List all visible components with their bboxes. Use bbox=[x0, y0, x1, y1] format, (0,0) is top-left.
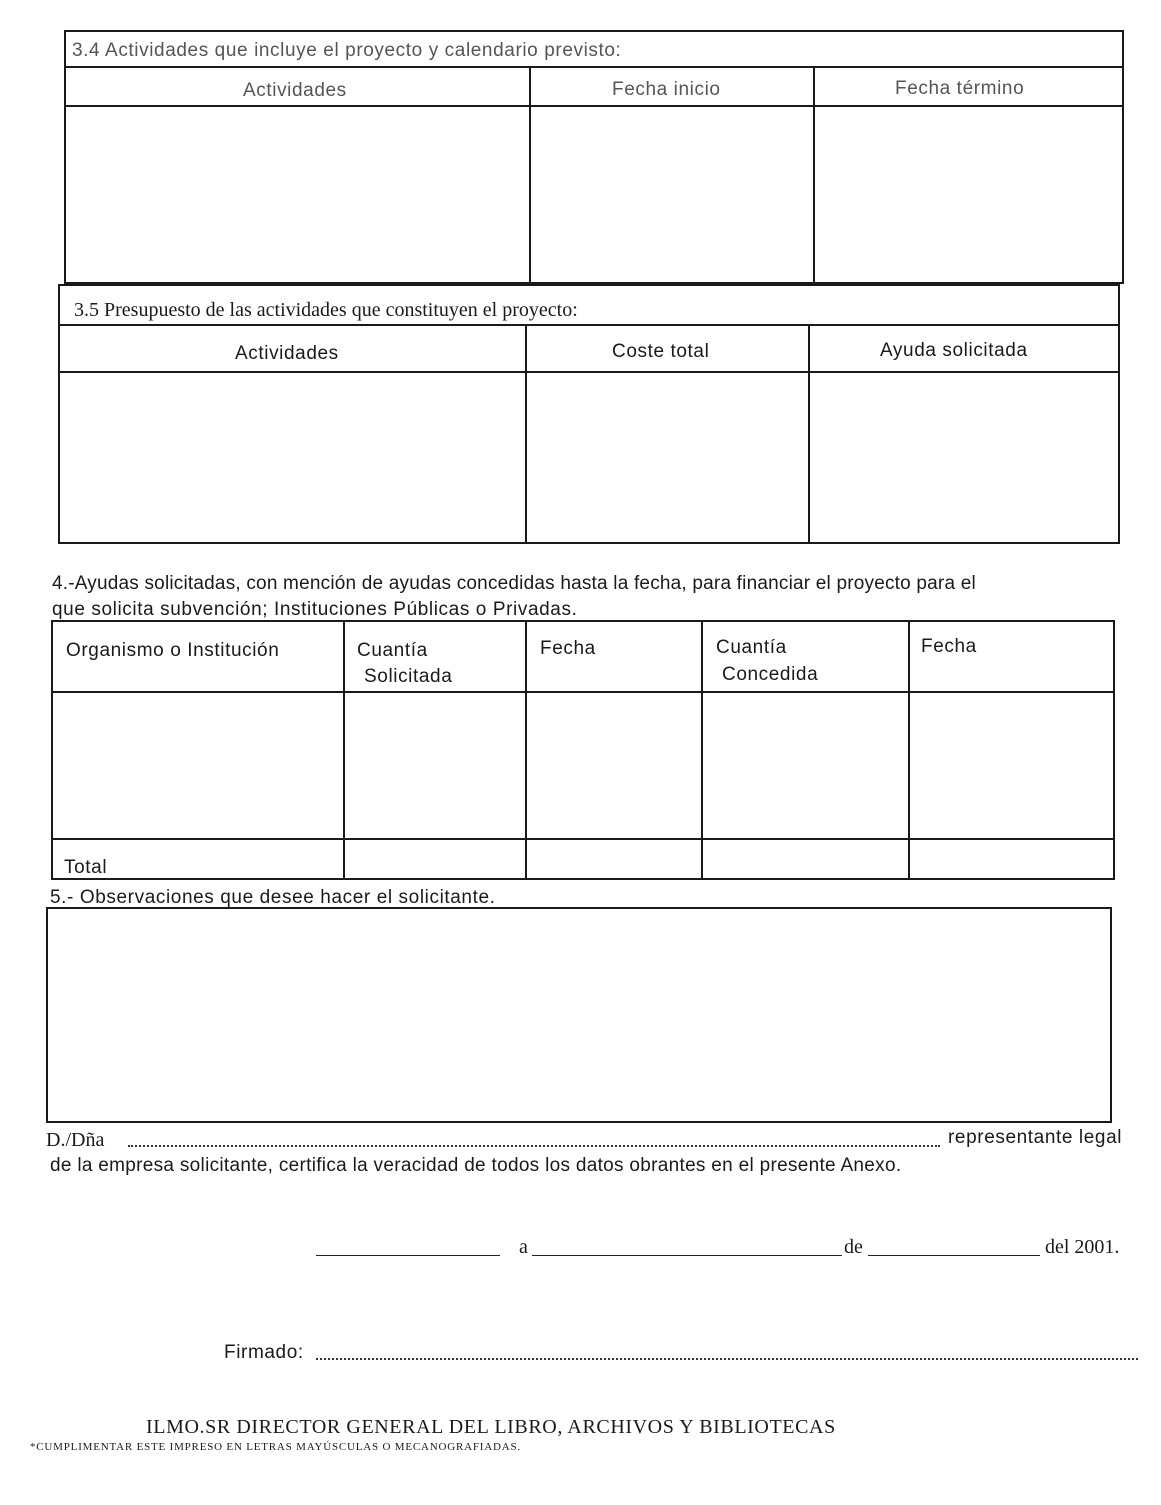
section-3-5-header-actividades: Actividades bbox=[235, 343, 339, 364]
section-4-header-fecha-2: Fecha bbox=[921, 636, 977, 657]
section-4-cell-organismo[interactable] bbox=[53, 693, 341, 836]
section-4-title-line1: 4.-Ayudas solicitadas, con mención de ayudas concedidas hasta la fecha, para financiar el proyecto para el bbox=[52, 573, 976, 594]
section-4-header-fecha: Fecha bbox=[540, 638, 596, 659]
section-4-header-cuantia-solicitada-l2: Solicitada bbox=[364, 666, 453, 687]
date-de-label: de bbox=[844, 1236, 863, 1258]
certification-suffix: representante legal bbox=[948, 1127, 1123, 1148]
section-3-4-cell-fecha-inicio[interactable] bbox=[531, 107, 811, 282]
section-3-5-header-ayuda-solicitada: Ayuda solicitada bbox=[880, 340, 1028, 361]
section-4-total-fecha[interactable] bbox=[527, 840, 699, 878]
section-3-4-title-divider bbox=[64, 66, 1124, 68]
section-3-4-cell-fecha-termino[interactable] bbox=[815, 107, 1122, 282]
section-3-4-title: 3.4 Actividades que incluye el proyecto y calendario previsto: bbox=[72, 40, 622, 61]
section-3-4-cell-actividades[interactable] bbox=[66, 107, 527, 282]
section-3-5-cell-actividades[interactable] bbox=[60, 373, 523, 542]
date-a-label: a bbox=[519, 1236, 528, 1258]
section-4-total-fecha-2[interactable] bbox=[910, 840, 1113, 878]
section-4-total-label: Total bbox=[64, 857, 108, 878]
section-3-5-header-coste-total: Coste total bbox=[612, 341, 710, 362]
section-4-title-line2: que solicita subvención; Instituciones Públicas o Privadas. bbox=[52, 599, 578, 620]
section-4-cell-cuantia-solicitada[interactable] bbox=[345, 693, 523, 836]
section-4-total-cuantia-solicitada[interactable] bbox=[345, 840, 523, 878]
representative-name-dotted-field[interactable] bbox=[128, 1145, 940, 1147]
section-4-header-cuantia-solicitada-l1: Cuantía bbox=[357, 640, 428, 661]
observations-box[interactable] bbox=[46, 907, 1112, 1123]
section-4-cell-cuantia-concedida[interactable] bbox=[703, 693, 906, 836]
section-3-4-header-fecha-inicio: Fecha inicio bbox=[612, 79, 721, 100]
section-4-cell-fecha[interactable] bbox=[527, 693, 699, 836]
section-3-5-cell-ayuda-solicitada[interactable] bbox=[810, 373, 1118, 542]
section-4-total-cuantia-concedida[interactable] bbox=[703, 840, 906, 878]
signature-label: Firmado: bbox=[224, 1342, 304, 1363]
section-3-5-title: 3.5 Presupuesto de las actividades que constituyen el proyecto: bbox=[74, 299, 578, 321]
footer-addressee: ILMO.SR DIRECTOR GENERAL DEL LIBRO, ARCHIVOS Y BIBLIOTECAS bbox=[146, 1416, 836, 1438]
section-4-cell-fecha-2[interactable] bbox=[910, 693, 1113, 836]
section-3-5-cell-coste-total[interactable] bbox=[527, 373, 806, 542]
section-4-header-organismo: Organismo o Institución bbox=[66, 640, 280, 661]
footer-note: *CUMPLIMENTAR ESTE IMPRESO EN LETRAS MAYÚSCULAS O MECANOGRAFIADAS. bbox=[30, 1441, 521, 1453]
section-4-header-cuantia-concedida-l2: Concedida bbox=[722, 664, 819, 685]
certification-line2: de la empresa solicitante, certifica la veracidad de todos los datos obrantes en el presente Anexo. bbox=[50, 1155, 902, 1176]
date-year-label: del 2001. bbox=[1045, 1236, 1120, 1258]
section-3-4-header-fecha-termino: Fecha término bbox=[895, 78, 1025, 99]
section-4-header-cuantia-concedida-l1: Cuantía bbox=[716, 637, 787, 658]
place-field[interactable] bbox=[316, 1255, 500, 1256]
section-3-4-header-actividades: Actividades bbox=[243, 80, 347, 101]
signature-dotted-field[interactable] bbox=[316, 1358, 1138, 1360]
day-field[interactable] bbox=[532, 1255, 842, 1256]
section-3-5-title-divider bbox=[58, 324, 1120, 326]
section-5-title: 5.- Observaciones que desee hacer el solicitante. bbox=[50, 887, 496, 908]
certification-prefix: D./Dña bbox=[46, 1129, 105, 1151]
month-field[interactable] bbox=[868, 1255, 1040, 1256]
